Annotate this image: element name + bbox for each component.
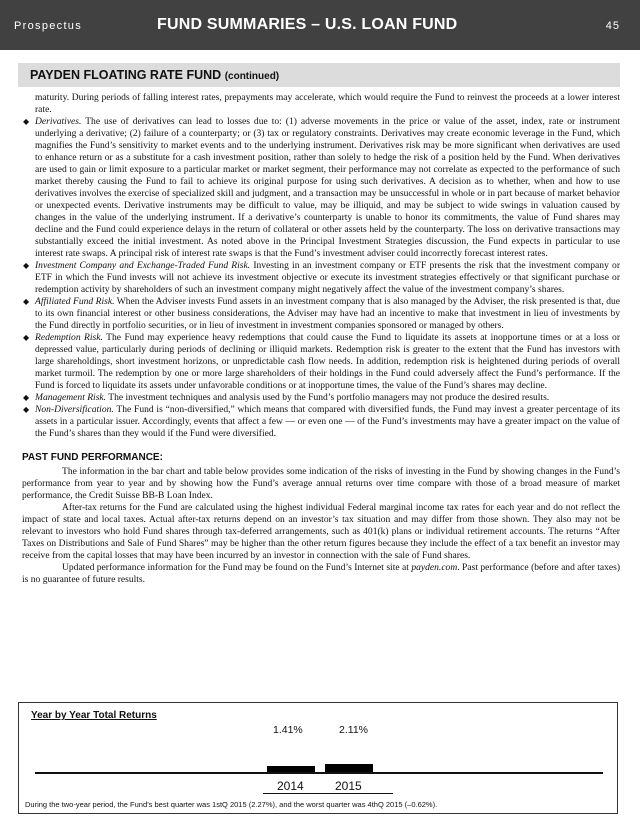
risk-bullet-investment-company xyxy=(22,260,620,296)
past-performance-paragraph-1: The information in the bar chart and table below provides some indication of the risks of investing in the Fund by showing changes in the Fund’s performance from year to year and by showing how the Fund’s average annual returns over time compare with those of a broad measure of market performance, the Credit Suisse BB-B Loan Index. xyxy=(22,466,620,501)
value-label-2014: 1.41% xyxy=(273,724,303,736)
bullet-icon: ◆ xyxy=(23,117,30,126)
prospectus-label: Prospectus xyxy=(14,20,83,32)
page-number: 45 xyxy=(605,20,620,32)
website-link[interactable]: payden.com xyxy=(411,562,458,573)
bullet-icon: ◆ xyxy=(23,261,30,270)
value-label-2015: 2.11% xyxy=(339,724,368,736)
risk-text: The Fund may experience heavy redemptions that could cause the Fund to liquidate its assets at inopportune times or at a loss or depressed value, particularly during periods of declining or illiquid markets. Redemption risk is greater to the extent that the Fund has investors with large shareholdings, short investment horizons, or unpredictable cash flow needs. In addition, redemption risk is heightened during periods of overall market turmoil. The redemption by one or more large shareholders of their holdings in the Fund could adversely affect the Fund’s performance. If the Fund is forced to liquidate its assets under unfavorable conditions or at inopportune times, the value of the Fund’s shares may decline. xyxy=(35,332,620,391)
risk-bullet-redemption xyxy=(22,332,620,392)
page-header xyxy=(0,0,640,50)
section-title: FUND SUMMARIES – U.S. LOAN FUND xyxy=(157,16,458,33)
risk-bullet-derivatives xyxy=(22,116,620,260)
category-label-2014: 2014 xyxy=(277,779,304,793)
fund-name-suffix: (continued) xyxy=(224,71,280,82)
bullet-icon: ◆ xyxy=(23,333,30,342)
fund-header-bar xyxy=(18,63,620,87)
chart-footnote: During the two-year period, the Fund’s best quarter was 1stQ 2015 (2.27%), and the worst quarter was 4thQ 2015 (–0.62%). xyxy=(25,800,438,809)
risk-bullet-non-diversification xyxy=(22,404,620,440)
chart-title: Year by Year Total Returns xyxy=(31,710,157,721)
risk-text: The use of derivatives can lead to losses due to: (1) adverse movements in the price or value of the asset, index, rate or instrument underlying a derivative; (2) failure of a counterparty; or (3) tax or regulatory constraints. Derivatives may create economic leverage in the Fund, which magnifies the Fund’s sensitivity to market events and to the underlying instrument. Derivatives risk may be more significant when derivatives are used to enhance return or as a substitute for a cash investment position, rather than solely to hedge the risk of a position held by the Fund. When derivatives are used to gain or limit exposure to a particular market or market segment, their performance may not correlate as expected to the performance of such market thereby causing the Fund to fail to achieve its original purpose for using such derivatives. A decision as to whether, when and how to use derivatives involves the exercise of specialized skill and judgment, and a transaction may be unsuccessful in whole or in part because of market behavior or unexpected events. Derivative instruments may be difficult to value, may be illiquid, and may be subject to wide swings in valuation caused by changes in the value of the underlying instrument. If a derivative’s counterparty is unable to honor its commitments, the value of Fund shares may decline and the Fund could experience delays in the return of collateral or other assets held by the counterparty. The loss on derivative transactions may substantially exceed the initial investment. As noted above in the Principal Investment Strategies discussion, the Fund expects in particular to use interest rate swaps. A principal risk of interest rate swaps is that the Fund’s investment adviser could incorrectly forecast interest rates. xyxy=(35,116,620,259)
risk-text: The investment techniques and analysis used by the Fund’s portfolio managers may not produce the desired results. xyxy=(106,392,550,403)
category-underline xyxy=(263,793,393,794)
chart-baseline xyxy=(35,772,603,774)
risk-term: Non-Diversification. xyxy=(35,404,114,415)
document-body xyxy=(22,92,620,586)
risk-term: Affiliated Fund Risk. xyxy=(35,296,115,307)
past-performance-paragraph-2: After-tax returns for the Fund are calculated using the highest individual Federal marginal income tax rates for each year and do not reflect the impact of state and local taxes. Actual after-tax returns depend on an investor’s tax situation and may differ from those shown. They also may not be relevant to investors who hold Fund shares through tax-deferred arrangements, such as 401(k) plans or individual retirement accounts. The returns “After Taxes on Distributions and Sale of Fund Shares” may be higher than the other return figures because they include the effect of a tax benefit an investor may receive from the capital losses that may have been incurred by an investor in connection with the sale of Fund shares. xyxy=(22,502,620,561)
bar-2014 xyxy=(267,766,315,772)
risk-text: When the Adviser invests Fund assets in an investment company that is also managed by the Adviser, the risk presented is that, due to its own financial interest or other business considerations, the Adviser may have had an incentive to make that investment in lieu of investments by the Fund directly in portfolio securities, or in lieu of investment in investment companies sponsored or managed by others. xyxy=(35,296,621,331)
fund-name: PAYDEN FLOATING RATE FUND (continued) xyxy=(30,68,280,82)
risk-term: Redemption Risk. xyxy=(35,332,103,343)
bullet-icon: ◆ xyxy=(23,405,30,414)
risk-term: Investment Company and Exchange-Traded Fund Risk. xyxy=(35,260,251,271)
risk-text: The Fund is “non-diversified,” which means that compared with diversified funds, the Fund may invest a greater percentage of its assets in a particular issuer. Accordingly, events that affect a few — or even one — of the Fund’s investments may have a greater impact on the value of the Fund’s shares than they would if the Fund were diversified. xyxy=(35,404,620,439)
risk-bullet-management xyxy=(22,392,620,404)
bullet-icon: ◆ xyxy=(23,393,30,402)
risk-text: Investing in an investment company or ETF presents the risk that the investment company or ETF in which the Fund invests will not achieve its investment objective or execute its investment strategies effectively or that significant purchase or redemption activity by shareholders of such an investment company might negatively affect the value of the investment company’s shares. xyxy=(35,260,620,295)
annual-returns-chart xyxy=(18,702,618,814)
risk-bullet-affiliated-fund xyxy=(22,296,620,332)
risk-term: Derivatives. xyxy=(35,116,82,127)
category-label-2015: 2015 xyxy=(335,779,362,793)
risk-term: Management Risk. xyxy=(35,392,107,403)
bullet-icon: ◆ xyxy=(23,297,30,306)
past-performance-heading: PAST FUND PERFORMANCE: xyxy=(22,452,163,463)
updated-info-paragraph: Updated performance information for the Fund may be found on the Fund’s Internet site at payden.com. Past performance (before and after taxes) is no guarantee of future results. xyxy=(22,562,620,585)
bar-2015 xyxy=(325,764,373,772)
intro-paragraph: maturity. During periods of falling interest rates, prepayments may accelerate, which would require the Fund to reinvest the proceeds at a lower interest rate. xyxy=(35,92,620,115)
